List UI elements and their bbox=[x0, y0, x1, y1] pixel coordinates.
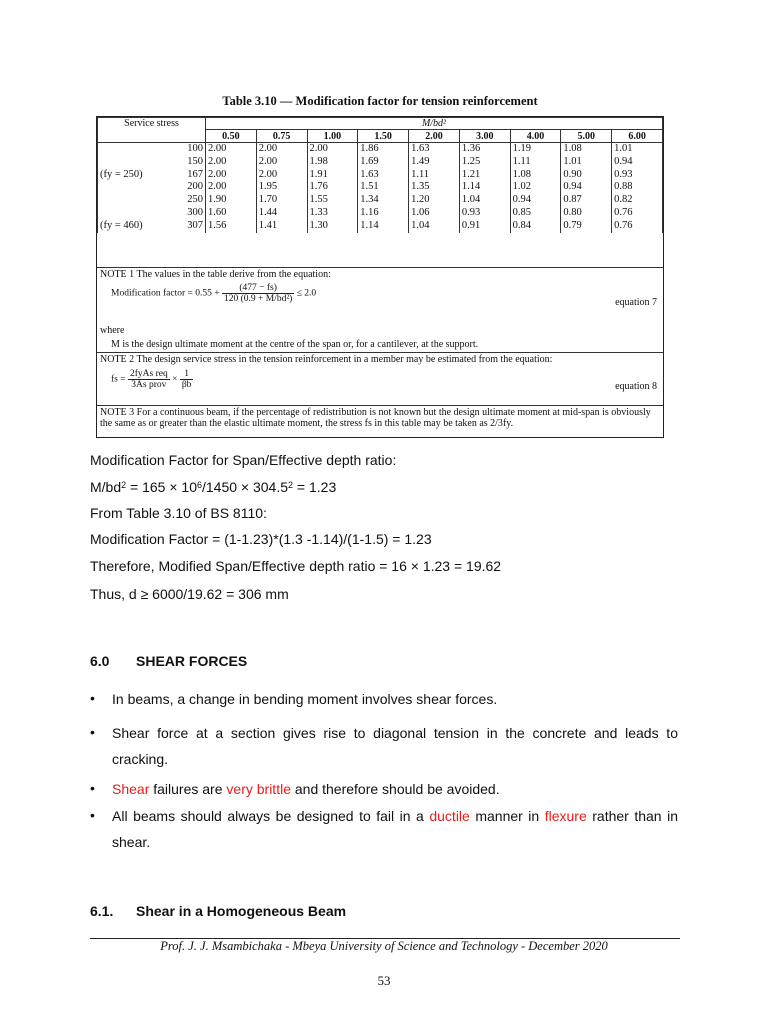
table-cell: 0.87 bbox=[561, 194, 612, 207]
calc-line-2-part: = 1.23 bbox=[293, 479, 337, 495]
bullet-icon: • bbox=[90, 690, 95, 706]
table-cell: 1.14 bbox=[358, 220, 409, 233]
table-cell: 1.86 bbox=[358, 143, 409, 156]
mbd-header: M/bd² bbox=[206, 118, 663, 130]
mf-rhs: ≤ 2.0 bbox=[296, 288, 317, 299]
table-cell: 0.94 bbox=[510, 194, 561, 207]
column-header: 0.75 bbox=[256, 130, 307, 143]
section-title: SHEAR FORCES bbox=[136, 653, 248, 669]
table-cell: 0.94 bbox=[561, 181, 612, 194]
table-row bbox=[98, 181, 663, 194]
service-stress-header: Service stress bbox=[98, 118, 206, 143]
table-cell: 1.14 bbox=[459, 181, 510, 194]
table-body bbox=[98, 143, 663, 233]
table-cell: 0.93 bbox=[612, 169, 663, 182]
table-row bbox=[98, 194, 663, 207]
table-cell: 0.76 bbox=[612, 220, 663, 233]
calc-line-2-part: = 165 × 10 bbox=[126, 479, 197, 495]
table-cell: 0.82 bbox=[612, 194, 663, 207]
table-figure bbox=[94, 94, 666, 439]
column-header: 1.50 bbox=[358, 130, 409, 143]
table-cell: 1.70 bbox=[256, 194, 307, 207]
service-stress-value: 100 bbox=[187, 143, 203, 154]
row-label bbox=[98, 143, 206, 156]
fs-denominator: 3As prov bbox=[131, 380, 167, 390]
table-cell: 1.16 bbox=[358, 207, 409, 220]
table-row bbox=[98, 207, 663, 220]
table-cell: 2.00 bbox=[256, 143, 307, 156]
row-label bbox=[98, 181, 206, 194]
equation-8-label: equation 8 bbox=[615, 381, 657, 392]
table-title: Table 3.10 — Modification factor for tension reinforcement bbox=[222, 94, 538, 108]
bullet-text: In beams, a change in bending moment involves shear forces. bbox=[112, 691, 498, 707]
plain-text: and therefore should be avoided. bbox=[290, 781, 500, 797]
column-header: 4.00 bbox=[510, 130, 561, 143]
where-text: M is the design ultimate moment at the centre of the span or, for a cantilever, at the support. bbox=[111, 339, 479, 350]
table-cell: 1.11 bbox=[409, 169, 460, 182]
plain-text: failures are bbox=[149, 781, 227, 797]
table-cell: 1.56 bbox=[206, 220, 257, 233]
bullet-text: Shear force at a section gives rise to diagonal tension in the concrete and leads to cracking. bbox=[112, 725, 678, 767]
footer-text: Prof. J. J. Msambichaka - Mbeya University of Science and Technology - December 2020 bbox=[160, 939, 608, 953]
equation-7-label: equation 7 bbox=[615, 297, 657, 308]
table-cell: 1.36 bbox=[459, 143, 510, 156]
table-row bbox=[98, 220, 663, 233]
table-cell: 0.93 bbox=[459, 207, 510, 220]
row-label bbox=[98, 156, 206, 169]
emphasis-text: Shear bbox=[112, 781, 150, 797]
fs-numerator-2: 1 bbox=[180, 369, 194, 380]
emphasis-text: ductile bbox=[429, 808, 470, 824]
subsection-number: 6.1. bbox=[90, 903, 114, 919]
table-cell: 1.51 bbox=[358, 181, 409, 194]
service-stress-value: 300 bbox=[187, 206, 203, 218]
table-cell: 1.08 bbox=[510, 169, 561, 182]
plain-text: All beams should always be designed to fail in a bbox=[112, 808, 430, 824]
note-divider bbox=[97, 405, 663, 406]
fs-fraction bbox=[128, 369, 170, 390]
table-row bbox=[98, 156, 663, 169]
mf-fraction bbox=[222, 283, 294, 304]
mf-denominator: 120 (0.9 + M/bd²) bbox=[223, 294, 293, 304]
bullet-icon: • bbox=[90, 780, 95, 796]
modification-factor-table bbox=[97, 117, 663, 233]
table-cell: 1.69 bbox=[358, 156, 409, 169]
table-cell: 1.20 bbox=[409, 194, 460, 207]
service-stress-equation bbox=[111, 369, 193, 390]
bullet-icon: • bbox=[90, 807, 95, 823]
fs-times: × bbox=[172, 374, 178, 385]
fs-denominator-2: βb bbox=[181, 380, 192, 390]
table-cell: 1.01 bbox=[612, 143, 663, 156]
table-cell: 2.00 bbox=[206, 156, 257, 169]
table-cell: 1.30 bbox=[307, 220, 358, 233]
table-cell: 2.00 bbox=[206, 169, 257, 182]
table-cell: 1.06 bbox=[409, 207, 460, 220]
calc-line-2 bbox=[90, 478, 336, 496]
calc-line-1: Modification Factor for Span/Effective depth ratio: bbox=[90, 452, 397, 468]
where-label: where bbox=[100, 325, 125, 336]
table-cell: 0.84 bbox=[510, 220, 561, 233]
calc-line-4: Modification Factor = (1-1.23)*(1.3 -1.14)/(1-1.5) = 1.23 bbox=[90, 531, 432, 547]
service-stress-value: 307 bbox=[187, 219, 203, 231]
calc-line-2-part: /1450 × 304.5 bbox=[202, 479, 289, 495]
fs-fraction-2 bbox=[180, 369, 194, 390]
table-cell: 1.01 bbox=[561, 156, 612, 169]
table-cell: 1.44 bbox=[256, 207, 307, 220]
column-header: 5.00 bbox=[561, 130, 612, 143]
table-cell: 1.35 bbox=[409, 181, 460, 194]
table-cell: 1.21 bbox=[459, 169, 510, 182]
superscript: 2 bbox=[288, 480, 294, 490]
table-cell: 2.00 bbox=[206, 143, 257, 156]
modification-factor-equation bbox=[111, 283, 316, 304]
table-cell: 1.11 bbox=[510, 156, 561, 169]
table-row bbox=[98, 143, 663, 156]
table-cell: 1.49 bbox=[409, 156, 460, 169]
superscript: 2 bbox=[121, 480, 127, 490]
table-cell: 1.63 bbox=[409, 143, 460, 156]
plain-text: rather than in shear. bbox=[112, 808, 678, 850]
note-3: NOTE 3 For a continuous beam, if the percentage of redistribution is not known but the design ultimate moment at mid-span is obviously the same as or greater than the elastic ultimate moment, the stress fs in this table may be taken as 2/3fy. bbox=[100, 407, 651, 429]
table-cell: 1.55 bbox=[307, 194, 358, 207]
table-cell: 0.76 bbox=[612, 207, 663, 220]
column-header: 6.00 bbox=[612, 130, 663, 143]
table-box bbox=[96, 116, 664, 438]
table-cell: 2.00 bbox=[256, 169, 307, 182]
column-header: 1.00 bbox=[307, 130, 358, 143]
row-label bbox=[98, 169, 206, 182]
superscript: 6 bbox=[196, 480, 202, 490]
row-label bbox=[98, 207, 206, 220]
emphasis-text: flexure bbox=[544, 808, 587, 824]
table-cell: 1.04 bbox=[459, 194, 510, 207]
table-cell: 0.85 bbox=[510, 207, 561, 220]
calc-line-3: From Table 3.10 of BS 8110: bbox=[90, 505, 267, 521]
table-cell: 1.95 bbox=[256, 181, 307, 194]
table-cell: 1.04 bbox=[409, 220, 460, 233]
service-stress-value: 200 bbox=[187, 181, 203, 193]
bullet-text bbox=[112, 776, 678, 802]
calc-line-2-part: M/bd bbox=[90, 479, 122, 495]
note-divider bbox=[97, 352, 663, 353]
row-label bbox=[98, 194, 206, 207]
table-cell: 1.08 bbox=[561, 143, 612, 156]
table-cell: 1.02 bbox=[510, 181, 561, 194]
column-header: 3.00 bbox=[459, 130, 510, 143]
table-cell: 1.76 bbox=[307, 181, 358, 194]
bullet-text bbox=[112, 803, 678, 855]
table-cell: 2.00 bbox=[307, 143, 358, 156]
table-cell: 0.80 bbox=[561, 207, 612, 220]
row-label bbox=[98, 220, 206, 233]
note-divider bbox=[97, 267, 663, 268]
service-stress-value: 167 bbox=[187, 168, 203, 180]
table-cell: 1.98 bbox=[307, 156, 358, 169]
note-2: NOTE 2 The design service stress in the tension reinforcement in a member may be estimated from the equation: bbox=[100, 354, 553, 365]
mf-lhs: Modification factor = 0.55 + bbox=[111, 288, 220, 299]
table-cell: 0.79 bbox=[561, 220, 612, 233]
table-cell: 0.90 bbox=[561, 169, 612, 182]
table-cell: 1.25 bbox=[459, 156, 510, 169]
fs-lhs: fs = bbox=[111, 374, 126, 385]
fy-label: (fy = 250) bbox=[100, 168, 143, 180]
fy-label: (fy = 460) bbox=[100, 219, 143, 231]
table-cell: 2.00 bbox=[256, 156, 307, 169]
table-cell: 1.90 bbox=[206, 194, 257, 207]
plain-text: manner in bbox=[469, 808, 545, 824]
table-cell: 0.91 bbox=[459, 220, 510, 233]
mf-numerator: (477 − fs) bbox=[222, 283, 294, 294]
column-header: 2.00 bbox=[409, 130, 460, 143]
calc-line-6: Thus, d ≥ 6000/19.62 = 306 mm bbox=[90, 586, 289, 602]
fs-numerator: 2fyAs req bbox=[129, 369, 168, 379]
note-1: NOTE 1 The values in the table derive from the equation: bbox=[100, 269, 331, 280]
table-cell: 1.91 bbox=[307, 169, 358, 182]
table-cell: 1.33 bbox=[307, 207, 358, 220]
subsection-title: Shear in a Homogeneous Beam bbox=[136, 903, 347, 919]
table-cell: 1.19 bbox=[510, 143, 561, 156]
calc-line-5: Therefore, Modified Span/Effective depth ratio = 16 × 1.23 = 19.62 bbox=[90, 558, 502, 574]
table-cell: 1.60 bbox=[206, 207, 257, 220]
column-header: 0.50 bbox=[206, 130, 257, 143]
table-cell: 1.41 bbox=[256, 220, 307, 233]
table-cell: 0.88 bbox=[612, 181, 663, 194]
table-cell: 1.63 bbox=[358, 169, 409, 182]
service-stress-value: 150 bbox=[187, 155, 203, 167]
bullet-icon: • bbox=[90, 724, 95, 740]
table-row bbox=[98, 169, 663, 182]
service-stress-value: 250 bbox=[187, 194, 203, 206]
section-number: 6.0 bbox=[90, 653, 110, 669]
page-number: 53 bbox=[377, 973, 391, 988]
table-cell: 2.00 bbox=[206, 181, 257, 194]
table-cell: 0.94 bbox=[612, 156, 663, 169]
emphasis-text: very brittle bbox=[226, 781, 291, 797]
table-cell: 1.34 bbox=[358, 194, 409, 207]
